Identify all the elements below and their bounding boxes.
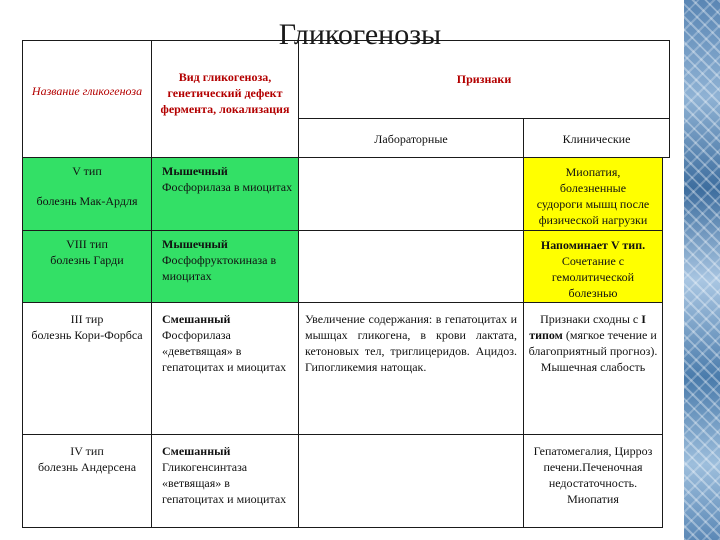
header-signs-cell xyxy=(298,40,670,119)
header-type: Вид гликогеноза, генетический дефект фермента, локализация xyxy=(160,70,290,116)
row2-type-head: Мышечный xyxy=(162,237,228,251)
row1-clinical-line: Миопатия, xyxy=(565,165,621,179)
row2-lab-cell xyxy=(298,230,524,303)
row4-name-cell xyxy=(22,434,152,528)
row3-clinical-pre: Признаки сходны с xyxy=(540,312,639,326)
row4-lab xyxy=(299,435,523,443)
row4-type-head: Смешанный xyxy=(162,444,231,458)
row4-name-top: IV тип xyxy=(70,444,104,458)
row1-clinical-line: болезненные xyxy=(559,181,627,195)
row1-name-cell xyxy=(22,157,152,231)
row3-clinical-cell xyxy=(523,302,663,435)
row3-clinical-post: (мягкое течение и благоприятный прогноз). Мышечная слабость xyxy=(528,328,658,374)
row1-type-body: Фосфорилаза в миоцитах xyxy=(162,180,293,194)
row2-clinical-rest: Сочетание с гемолитической болезнью xyxy=(551,254,635,300)
row3-lab-cell xyxy=(298,302,524,435)
row3-name-top: III тир xyxy=(70,312,104,326)
row1-name-top: V тип xyxy=(72,164,102,178)
header-clinical-cell xyxy=(523,118,670,158)
row3-clinical-bold: I типом xyxy=(529,312,646,342)
row1-name-bottom: болезнь Мак-Ардля xyxy=(36,194,138,208)
row1-clinical-line: судороги мышц после xyxy=(536,197,650,211)
header-lab-cell xyxy=(298,118,524,158)
frost-decoration xyxy=(684,0,720,540)
row2-name-bottom: болезнь Гарди xyxy=(50,253,124,267)
row1-type-head: Мышечный xyxy=(162,164,228,178)
header-type-cell xyxy=(151,40,299,158)
row1-clinical-cell xyxy=(523,157,663,231)
row4-type-cell xyxy=(151,434,299,528)
row2-type-cell xyxy=(151,230,299,303)
row2-clinical-cell xyxy=(523,230,663,303)
header-signs: Признаки xyxy=(456,72,512,86)
row4-lab-cell xyxy=(298,434,524,528)
row2-name-cell xyxy=(22,230,152,303)
row3-type-head: Смешанный xyxy=(162,312,231,326)
row3-type-body: Фосфорилаза «деветвящая» в гепатоцитах и миоцитах xyxy=(162,328,287,374)
header-name: Название гликогеноза xyxy=(31,84,143,98)
header-clinical: Клинические xyxy=(562,132,631,146)
row3-name-bottom: болезнь Кори-Форбса xyxy=(31,328,143,342)
header-lab: Лабораторные xyxy=(374,132,448,146)
row3-type-cell xyxy=(151,302,299,435)
row3-name-cell xyxy=(22,302,152,435)
row1-type-cell xyxy=(151,157,299,231)
row4-name-bottom: болезнь Андерсена xyxy=(37,460,137,474)
row1-clinical-line: физической нагрузки xyxy=(538,213,648,227)
row4-clinical-cell xyxy=(523,434,663,528)
row1-lab xyxy=(299,158,523,166)
row2-clinical-bold: Напоминает V тип. xyxy=(540,238,646,252)
row2-lab xyxy=(299,231,523,239)
header-name-cell xyxy=(22,40,152,158)
row4-clinical: Гепатомегалия, Цирроз печени.Печеночная недостаточность. Миопатия xyxy=(533,444,653,506)
row2-name-top: VIII тип xyxy=(66,237,108,251)
page-title: Гликогенозы xyxy=(278,18,442,51)
row2-type-body: Фосфофруктокиназа в миоцитах xyxy=(162,253,277,283)
row1-lab-cell xyxy=(298,157,524,231)
row3-lab: Увеличение содержания: в гепатоцитах и мышцах гликогена, в крови лактата, кетоновых тел, триглицеридов. Ацидоз. Гипогликемия натощак. xyxy=(305,312,517,374)
row4-type-body: Гликогенсинтаза «ветвящая» в гепатоцитах и миоцитах xyxy=(162,460,287,506)
